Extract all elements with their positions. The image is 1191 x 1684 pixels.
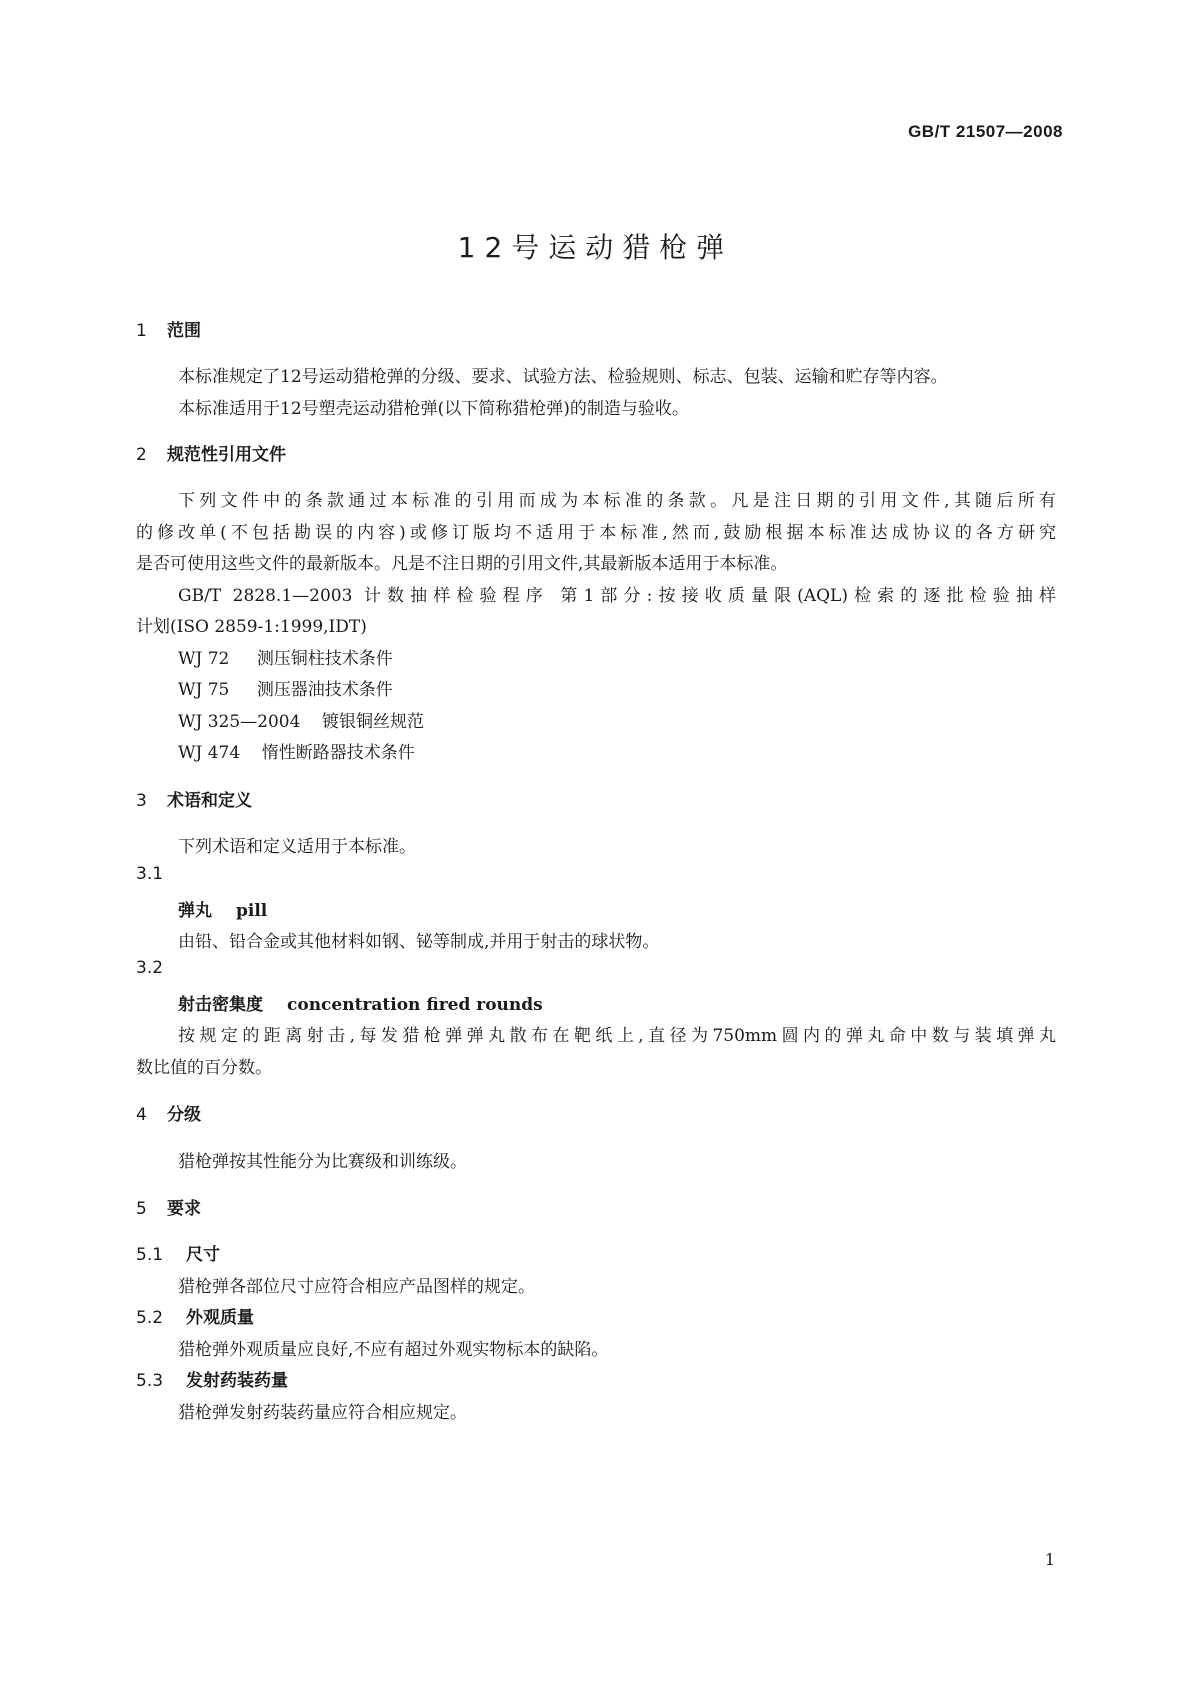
term-chinese: 弹丸 [178,901,212,921]
reference-item [178,675,393,700]
term-english: pill [236,901,268,921]
subsection-title: 尺寸 [186,1245,220,1265]
section-number: 4 [136,1105,147,1125]
section-title: 分级 [167,1105,201,1125]
section-3-heading [136,786,252,811]
section-1-heading [136,316,201,341]
term-number: 3.1 [136,864,164,884]
section-number: 5 [136,1199,147,1219]
text-line: GB/T 2828.1—2003 计数抽样检验程序 第1部分:按接收质量限(AQL)检索的逐批检验抽样 [178,586,1056,606]
subsection-title: 发射药装药量 [186,1371,288,1391]
reference-name: 镀银铜丝规范 [322,712,425,732]
term-definition-line-2: 数比值的百分数。 [136,1058,272,1078]
section-4-heading [136,1100,201,1125]
reference-code: WJ 72 [178,649,230,669]
section-5-heading [136,1194,201,1219]
section-4-paragraph: 猎枪弹按其性能分为比赛级和训练级。 [178,1152,467,1172]
page-number: 1 [1044,1550,1055,1569]
reference-gbt2828-line-2: 计划(ISO 2859-1:1999,IDT) [136,617,367,637]
section-1-paragraph-1: 本标准规定了12号运动猎枪弹的分级、要求、试验方法、检验规则、标志、包装、运输和贮存等内容。 [178,367,948,387]
section-2-paragraph-line-2 [136,518,1056,543]
reference-item [178,707,424,732]
reference-code: WJ 75 [178,680,230,700]
subsection-title: 外观质量 [186,1308,254,1328]
text-line: 下列文件中的条款通过本标准的引用而成为本标准的条款。凡是注日期的引用文件,其随后所有 [178,491,1056,511]
reference-gbt2828-line-1 [178,581,1056,606]
section-1-paragraph-2: 本标准适用于12号塑壳运动猎枪弹(以下简称猎枪弹)的制造与验收。 [178,399,689,419]
subsection-number: 5.3 [136,1371,164,1391]
standard-number: GB/T 21507—2008 [908,122,1063,141]
subsection-5-3-heading [136,1366,288,1391]
subsection-5-1-text: 猎枪弹各部位尺寸应符合相应产品图样的规定。 [178,1277,535,1297]
reference-item [178,644,393,669]
subsection-5-2-text: 猎枪弹外观质量应良好,不应有超过外观实物标本的缺陷。 [178,1340,609,1360]
subsection-5-2-heading [136,1303,254,1328]
section-number: 3 [136,791,147,811]
section-2-paragraph-line-3: 是否可使用这些文件的最新版本。凡是不注日期的引用文件,其最新版本适用于本标准。 [136,554,788,574]
subsection-5-3-text: 猎枪弹发射药装药量应符合相应规定。 [178,1403,467,1423]
reference-name: 测压器油技术条件 [256,680,393,700]
text-line: 按规定的距离射击,每发猎枪弹弹丸散布在靶纸上,直径为750mm圆内的弹丸命中数与装填弹丸 [178,1026,1056,1046]
reference-name: 测压铜柱技术条件 [256,649,393,669]
subsection-number: 5.2 [136,1308,164,1328]
reference-name: 惰性断路器技术条件 [261,743,415,763]
section-title: 要求 [167,1199,201,1219]
section-3-intro: 下列术语和定义适用于本标准。 [178,837,416,857]
section-title: 范围 [167,321,201,341]
term-heading [178,896,267,921]
reference-item [178,738,415,763]
section-2-heading [136,440,286,465]
term-definition-line-1 [178,1021,1056,1046]
term-chinese: 射击密集度 [178,995,263,1015]
document-title: 12号运动猎枪弹 [457,231,734,264]
section-title: 规范性引用文件 [167,445,286,465]
term-number: 3.2 [136,958,164,978]
section-number: 1 [136,321,147,341]
text-line: 的修改单(不包括勘误的内容)或修订版均不适用于本标准,然而,鼓励根据本标准达成协议的各方研究 [136,523,1056,543]
reference-code: WJ 474 [178,743,241,763]
term-english: concentration fired rounds [287,995,543,1015]
section-title: 术语和定义 [167,791,252,811]
term-heading [178,990,543,1015]
section-2-paragraph-line-1 [178,486,1056,511]
section-number: 2 [136,445,147,465]
reference-code: WJ 325—2004 [178,712,301,732]
term-definition: 由铅、铅合金或其他材料如钢、铋等制成,并用于射击的球状物。 [178,932,660,952]
subsection-number: 5.1 [136,1245,164,1265]
subsection-5-1-heading [136,1240,220,1265]
